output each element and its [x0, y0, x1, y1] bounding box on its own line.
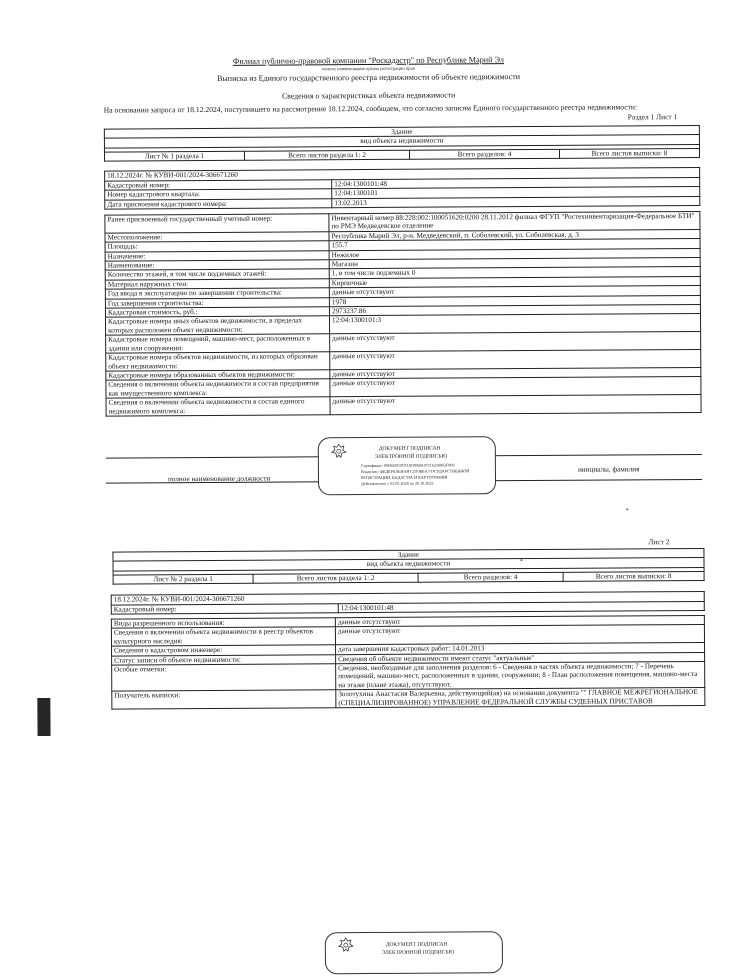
row-value: дата завершения кадастровых работ: 14.01.2013 [336, 643, 705, 655]
characteristic-row [112, 661, 705, 691]
row-label: Год ввода в эксплуатацию по завершении строительства: [105, 288, 329, 299]
object-type: Здание [104, 125, 699, 138]
row-label: Сведения о включении объекта недвижимости в состав единого недвижимого комплекса: [106, 397, 330, 416]
row-label: Кадастровые номера помещений, машино-мест, расположенных в здании или сооружении: [106, 334, 330, 353]
row-value: 12:04:1300101 [332, 187, 700, 199]
e-signature-stamp-2 [325, 931, 503, 974]
row-label: Номер кадастрового квартала: [105, 189, 332, 200]
row-label: Сведения о кадастровом инженере: [112, 645, 336, 656]
row-label: Количество этажей, в том числе подземных этажей: [105, 269, 329, 280]
sheet-number: Лист № 1 раздела 1 [104, 151, 244, 161]
row-value: Республика Марий Эл, р-н. Медведевский, п. Соболевский, ул. Соболевская, д. 3 [329, 229, 700, 241]
stamp-title1: ДОКУМЕНТ ПОДПИСАН [385, 941, 448, 948]
row-value: 13.02.2013 [332, 196, 700, 208]
row-label: Получатель выписки: [112, 690, 336, 709]
sheet1-characteristics [104, 211, 701, 417]
row-value: Сведения об объекте недвижимости имеют статус "актуальные" [336, 652, 705, 664]
extract-title: Выписка из Единого государственного реестра недвижимости об объекте недвижимости [217, 72, 521, 83]
row-label: Кадастровая стоимость, руб.: [105, 307, 329, 318]
row-value: 2973237.86 [329, 305, 700, 317]
row-label: Год завершения строительства: [105, 297, 329, 308]
stamp-title2: ЭЛЕКТРОННОЙ ПОДПИСЬЮ [381, 949, 455, 956]
org-title: Филиал публично-правовой компании "Роскадастр" по Республике Марий Эл [232, 55, 505, 66]
row-value: 1, в том числе подземных 0 [329, 267, 700, 279]
stamp-owner2: РЕГИСТРАЦИИ, КАДАСТРА И КАРТОГРАФИИ [360, 474, 448, 481]
total-sections: Всего разделов: 4 [418, 572, 563, 582]
row-value: 1978 [329, 295, 700, 307]
stamp-owner: Владелец: ФЕДЕРАЛЬНАЯ СЛУЖБА ГОСУДАРСТВЕННОЙ [360, 468, 470, 475]
row-value: данные отсутствуют [330, 350, 701, 370]
row-label: Сведения о включении объекта недвижимости в состав предприятия как имущественного комплекса: [106, 379, 330, 398]
row-value: Золотухина Анастасия Валерьевна, действующий(ая) на основании документа "" ГЛАВНОЕ МЕЖРЕГИОНАЛЬНОЕ (СПЕЦИАЛИЗИРОВАННОЕ) УПРАВЛЕНИЕ ФЕДЕРАЛЬНОЙ СЛУЖБЫ СУДЕБНЫХ ПРИСТАВОВ [336, 688, 705, 708]
row-label: Сведения о включении объекта недвижимости в реестр объектов культурного наследия: [111, 627, 335, 646]
org-subtitle: полное наименование органа регистрации прав [322, 65, 415, 72]
row-label: Виды разрешенного использования: [111, 618, 335, 629]
row-value: данные отсутствуют [335, 615, 704, 627]
row-label: Ранее присвоенный государственный учетный номер: [105, 214, 329, 233]
sheet2-meta [111, 591, 705, 615]
sheet1-meta [104, 167, 700, 210]
row-label: Кадастровые номера образованных объектов недвижимости: [106, 370, 330, 381]
row-label: Наименование: [105, 260, 329, 271]
object-type-caption: вид объекта недвижимости [113, 558, 704, 571]
row-label: Особые отметки: [112, 664, 336, 692]
row-value: Нежилое [329, 248, 700, 260]
total-sheets-extract: Всего листов выписки: 8 [563, 571, 704, 581]
sheet-number: Лист № 2 раздела 1 [113, 574, 253, 584]
emblem-icon [338, 937, 354, 953]
sheet2-characteristics [111, 615, 706, 710]
total-sheets-section: Всего листов раздела 1: 2 [244, 150, 409, 160]
object-type-caption: вид объекта недвижимости [104, 135, 699, 148]
stamp-cert: Сертификат: 00F8E0C0C91A03984107116250062F808 [360, 462, 455, 469]
sheet2-band [112, 548, 704, 585]
stamp-title2: ЭЛЕКТРОННОЙ ПОДПИСЬЮ [374, 453, 448, 460]
characteristic-row [112, 688, 705, 709]
sheet2-label: Лист 2 [648, 537, 670, 547]
scan-speck [520, 559, 522, 561]
row-label: Местоположение: [105, 232, 329, 243]
row-value: данные отсутствуют [335, 625, 704, 645]
characteristic-row [106, 395, 701, 416]
scan-dark-mark [37, 698, 50, 736]
row-label: Кадастровые номера иных объектов недвижимости, в пределах которых расположен объект недвижимости: [106, 316, 330, 335]
row-value: Инвентарный номер 88:228:002:100051620:0200 28.11.2012 филиал ФГУП "Ростехинвентаризация-Федеральное БТИ" по РМЭ Медведевское отделение [329, 211, 700, 231]
position-caption: полное наименование должности [167, 474, 271, 484]
object-type: Здание [113, 548, 704, 561]
row-label: Кадастровый номер: [105, 179, 332, 190]
scan-speck [626, 508, 628, 510]
row-value: Магазин [329, 258, 700, 270]
row-value: 12:04:1300101:48 [338, 601, 704, 613]
row-value: 155.7 [329, 239, 700, 251]
row-label: Статус записи об объекте недвижимости: [112, 654, 336, 665]
row-label: Кадастровый номер: [111, 603, 338, 614]
sheet1-band [104, 125, 700, 162]
row-value: Сведения, необходимые для заполнения разделов: 6 - Сведения о частях объекта недвижимости; 7 - Перечень помещений, машино-мест, расположенных в здании, сооружении; 8 - План расположения помещения, машино-места на этаже (плане этажа), отсутствуют. [336, 661, 705, 689]
basis-text: На основании запроса от 18.12.2024, поступившего на рассмотрение 18.12.2024, сообщаем, что согласно записям Единого государственного реестра недвижимости: [103, 102, 638, 115]
row-label: Площадь: [105, 241, 329, 252]
row-value: данные отсутствуют [329, 286, 700, 298]
row-value: данные отсутствуют [330, 332, 701, 352]
row-label: Дата присвоения кадастрового номера: [105, 199, 332, 210]
row-value: 12:04:1300101:3 [329, 314, 700, 334]
row-label: Назначение: [105, 250, 329, 261]
doc-ref: 18.12.2024г. № КУВИ-001/2024-306671260 [111, 591, 704, 604]
row-label: Материал наружных стен: [105, 279, 329, 290]
row-value: данные отсутствуют [330, 395, 701, 415]
row-label: Кадастровые номера объектов недвижимости, из которых образован объект недвижимости: [106, 352, 330, 371]
emblem-icon [331, 443, 347, 459]
row-value: данные отсутствуют [330, 377, 701, 397]
section-title: Сведения о характеристиках объекта недвижимости [281, 90, 456, 101]
section-sheet-label: Раздел 1 Лист 1 [627, 112, 678, 122]
stamp-title1: ДОКУМЕНТ ПОДПИСАН [378, 445, 441, 452]
doc-ref: 18.12.2024г. № КУВИ-001/2024-306671260 [105, 167, 700, 180]
row-value: Кирпичные [329, 276, 700, 288]
e-signature-stamp [318, 436, 496, 495]
total-sheets-section: Всего листов раздела 1: 2 [253, 573, 418, 583]
total-sheets-extract: Всего листов выписки: 8 [559, 148, 699, 158]
row-value: 12:04:1300101:48 [332, 177, 700, 189]
initials-caption: инициалы, фамилия [577, 465, 640, 474]
row-value: данные отсутствуют [330, 367, 701, 379]
stamp-valid: Действителен: с 02.05.2024 по 26.10.2025 [361, 480, 434, 487]
total-sections: Всего разделов: 4 [409, 149, 559, 159]
